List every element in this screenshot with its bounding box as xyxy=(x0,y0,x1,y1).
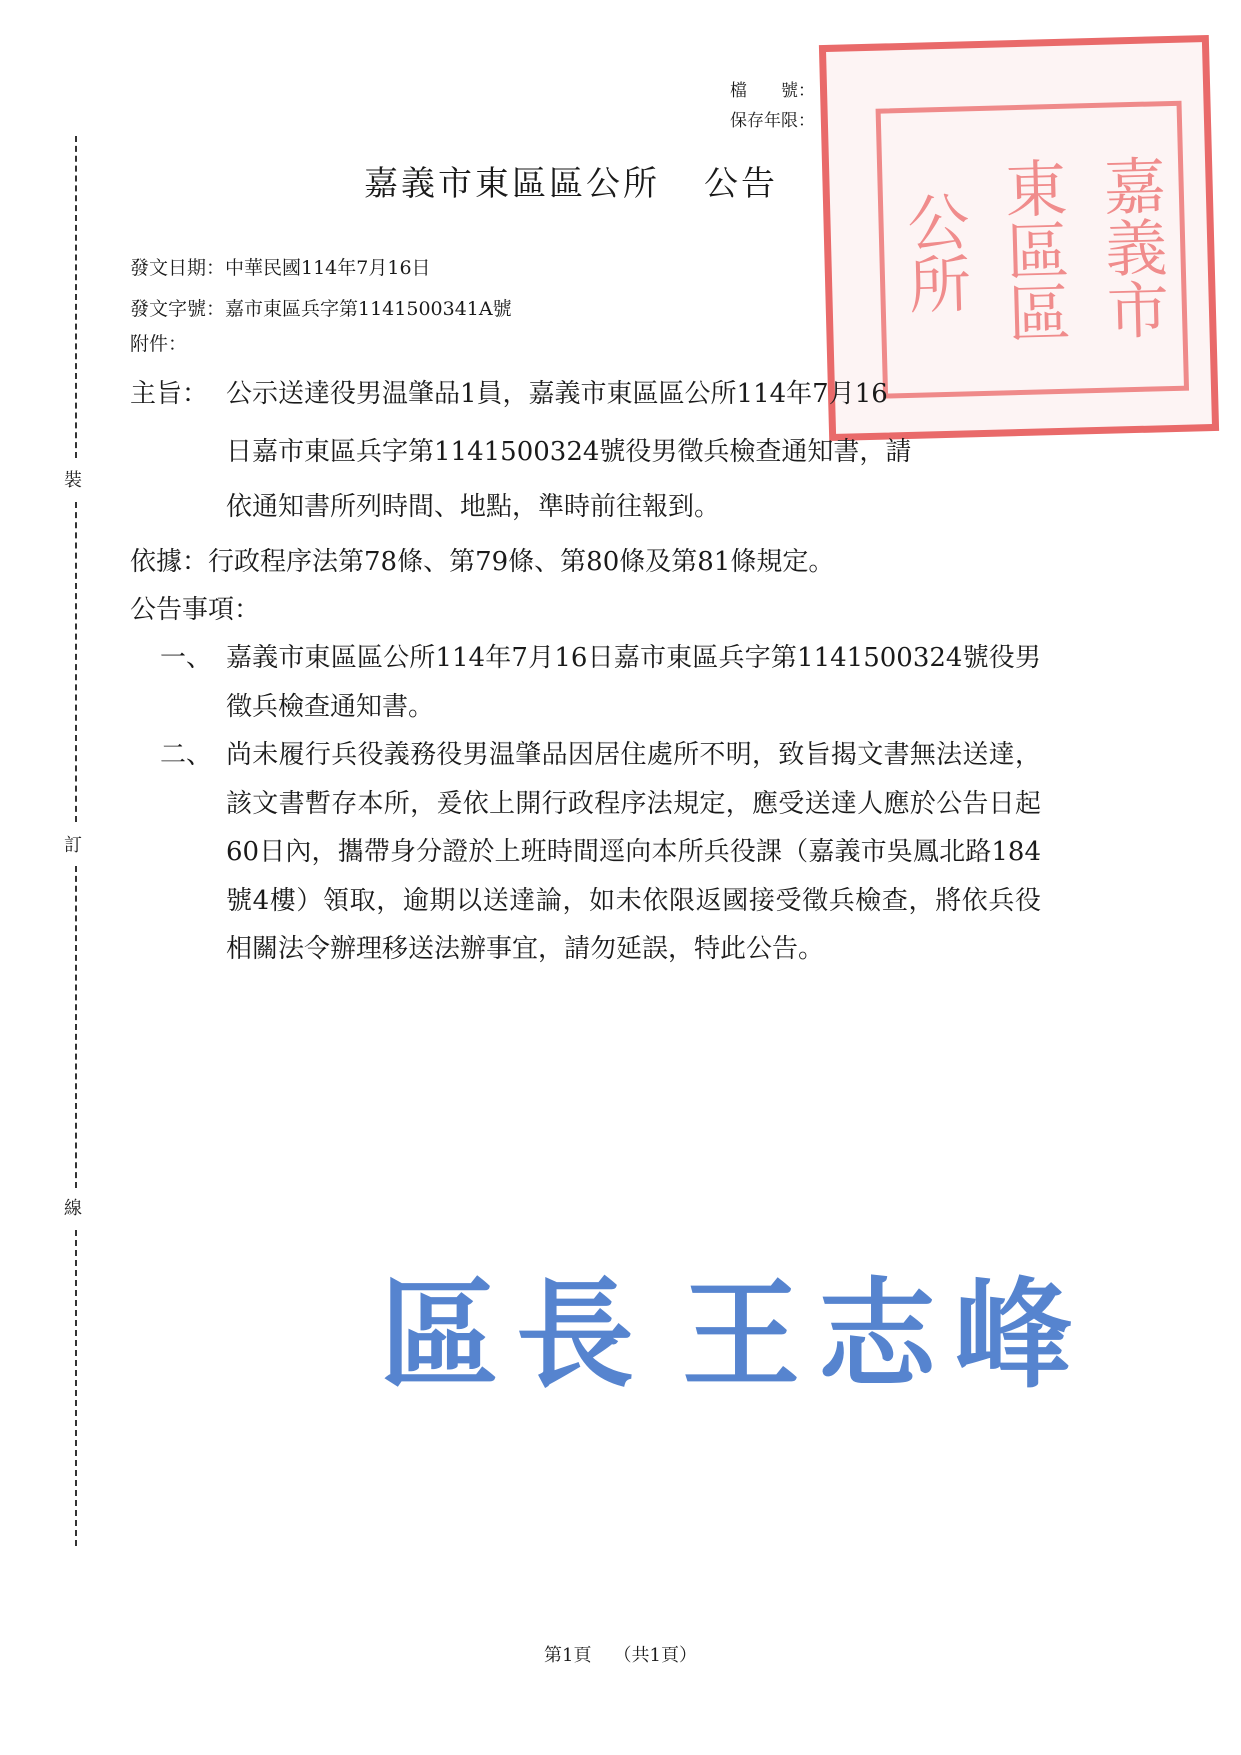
subject-line-1: 公示送達役男温肇品1員，嘉義市東區區公所114年7月16 xyxy=(226,379,888,409)
binding-line-4 xyxy=(75,1230,77,1546)
basis-text: 行政程序法第78條、第79條、第80條及第81條規定。 xyxy=(208,547,835,577)
doc-number: 發文字號：嘉市東區兵字第1141500341A號 xyxy=(130,298,512,320)
binding-line-3 xyxy=(75,866,77,1188)
binding-mark-ding: 訂 xyxy=(64,835,82,856)
archive-fields xyxy=(730,76,815,136)
basis-block xyxy=(130,537,834,587)
notice-item-2-text: 尚未履行兵役義務役男温肇品因居住處所不明，致旨揭文書無法送達，該文書暫存本所，爰依上開行政程序法規定，應受送達人應於公告日起60日內，攜帶身分證於上班時間逕向本所兵役課（嘉義市吳鳳北路184號4樓）領取，逾期以送達論，如未依限返國接受徵兵檢查，將依兵役相關法令辦理移送法辦事宜，請勿延誤，特此公告。 xyxy=(226,740,1041,964)
binding-mark-zhuang: 裝 xyxy=(64,470,82,491)
page-total: （共1頁） xyxy=(613,1645,697,1666)
binding-line-2 xyxy=(75,502,77,822)
subject-line-3: 依通知書所列時間、地點，準時前往報到。 xyxy=(226,492,721,522)
title-agency: 嘉義市東區區公所 xyxy=(364,164,660,204)
issue-date: 發文日期：中華民國114年7月16日 xyxy=(130,257,431,279)
basis-label: 依據： xyxy=(130,547,209,577)
seal-text-col3: 公所 xyxy=(896,189,973,316)
retention-period-label: 保存年限： xyxy=(730,111,815,131)
page-title xyxy=(364,156,778,205)
signature-name: 王志峰 xyxy=(682,1265,1091,1404)
binding-line-1 xyxy=(75,136,77,458)
file-number-label: 檔 號： xyxy=(730,81,815,101)
subject-label: 主旨： xyxy=(130,379,209,409)
notice-item-2-number: 二、 xyxy=(160,740,213,770)
notice-item-1-text: 嘉義市東區區公所114年7月16日嘉市東區兵字第1141500324號役男徵兵檢查通知書。 xyxy=(226,643,1041,722)
seal-text-col1: 嘉義市 xyxy=(1092,153,1171,341)
page-number: 第1頁 xyxy=(544,1645,592,1666)
notice-item-1-number: 一、 xyxy=(160,643,213,673)
signature-title: 區長 xyxy=(380,1265,653,1404)
signature-stamp xyxy=(380,1240,1090,1410)
seal-text-col2: 東區區 xyxy=(993,155,1072,344)
seal-inner-frame xyxy=(876,101,1189,399)
attachment-label: 附件： xyxy=(130,333,188,355)
subject-line-2: 日嘉市東區兵字第1141500324號役男徵兵檢查通知書，請 xyxy=(226,437,912,467)
page-footer xyxy=(0,1641,1241,1667)
notices-label: 公告事項： xyxy=(130,595,261,625)
binding-mark-xian: 線 xyxy=(64,1198,82,1219)
title-doc-type: 公告 xyxy=(704,164,778,204)
